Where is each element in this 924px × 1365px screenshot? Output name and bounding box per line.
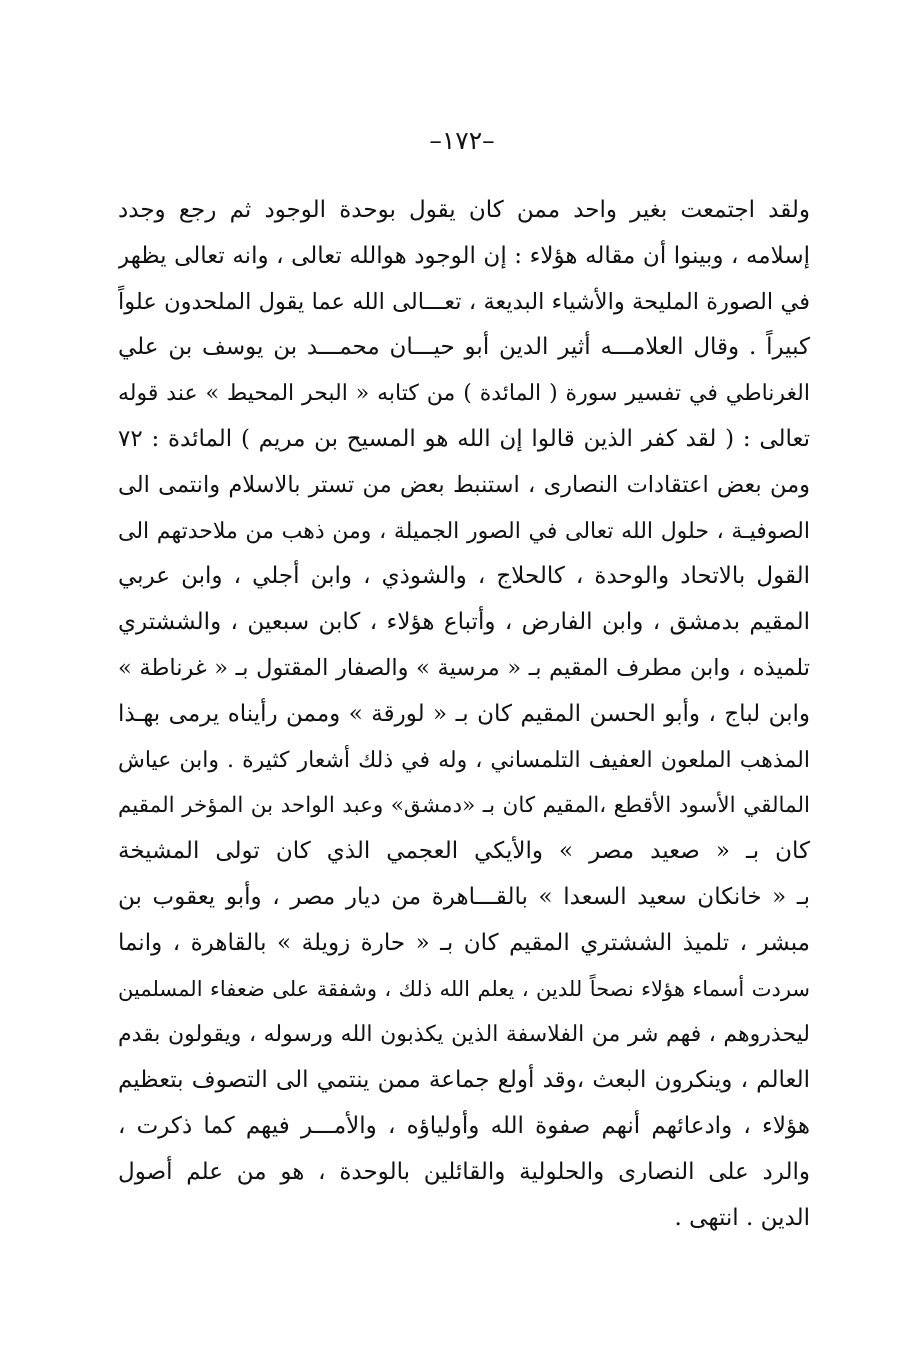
text-line: إسلامه ، وبينوا أن مقاله هؤلاء : إن الوجود هوالله تعالى ، وانه تعالى يظهر [118, 242, 810, 269]
text-line: القول بالاتحاد والوحدة ، كالحلاج ، والشوذي ، وابن أجلي ، وابن عربي [118, 563, 810, 590]
text-line: في الصورة المليحة والأشياء البديعة ، تعـــالى الله عما يقول الملحدون علواً [118, 288, 810, 315]
text-line: ومن بعض اعتقادات النصارى ، استنبط بعض من تستر بالاسلام وانتمى الى [118, 471, 810, 498]
text-line: المذهب الملعون العفيف التلمساني ، وله في ذلك أشعار كثيرة . وابن عياش [118, 747, 810, 773]
page-number: –١٧٢– [429, 126, 495, 155]
text-line: سردت أسماء هؤلاء نصحاً للدين ، يعلم الله ذلك ، وشفقة على ضعفاء المسلمين [118, 976, 810, 1001]
text-line: وابن لباج ، وأبو الحسن المقيم كان بـ « لورقة » وممن رأيناه يرمى بهـذا [118, 700, 810, 727]
text-line: الصوفيـة ، حلول الله تعالى في الصور الجميلة ، ومن ذهب من ملاحدتهم الى [118, 518, 810, 544]
body-text [118, 188, 810, 1241]
text-line: كان بـ « صعيد مصر » والأيكي العجمي الذي كان تولى المشيخة [118, 838, 810, 865]
text-line: العالم ، وينكرون البعث ،وقد أولع جماعة ممن ينتمي الى التصوف بتعظيم [118, 1067, 810, 1094]
text-line: المقيم بدمشق ، وابن الفارض ، وأتباع هؤلاء ، كابن سبعين ، والششتري [118, 609, 810, 636]
text-line: المالقي الأسود الأقطع ،المقيم كان بـ «دمشق» وعبد الواحد بن المؤخر المقيم [118, 793, 810, 819]
text-line: والرد على النصارى والحلولية والقائلين بالوحدة ، هو من علم أصول [118, 1158, 810, 1185]
text-line: الغرناطي في تفسير سورة ( المائدة ) من كتابه « البحر المحيط » عند قوله [118, 381, 810, 407]
text-line: مبشر ، تلميذ الششتري المقيم كان بـ « حارة زويلة » بالقاهرة ، وانما [118, 929, 810, 956]
text-line: كبيراً . وقال العلامـــه أثير الدين أبو حيـــان محمـــد بن يوسف بن علي [118, 334, 810, 361]
text-line: تعالى : ( لقد كفر الذين قالوا إن الله هو المسيح بن مريم ) المائدة : ٧٢ [118, 425, 810, 452]
text-line: الدين . انتهى . [674, 1204, 810, 1231]
text-line: هؤلاء ، وادعائهم أنهم صفوة الله وأولياؤه ، والأمـــر فيهم كما ذكرت ، [118, 1112, 810, 1139]
text-line: بـ « خانكان سعيد السعدا » بالقـــاهرة من ديار مصر ، وأبو يعقوب بن [118, 883, 810, 910]
text-line: ولقد اجتمعت بغير واحد ممن كان يقول بوحدة الوجود ثم رجع وجدد [118, 197, 810, 223]
text-line: تلميذه ، وابن مطرف المقيم بـ « مرسية » والصفار المقتول بـ « غرناطة » [118, 654, 810, 681]
text-line: ليحذروهم ، فهم شر من الفلاسفة الذين يكذبون الله ورسوله ، ويقولون بقدم [118, 1022, 810, 1048]
